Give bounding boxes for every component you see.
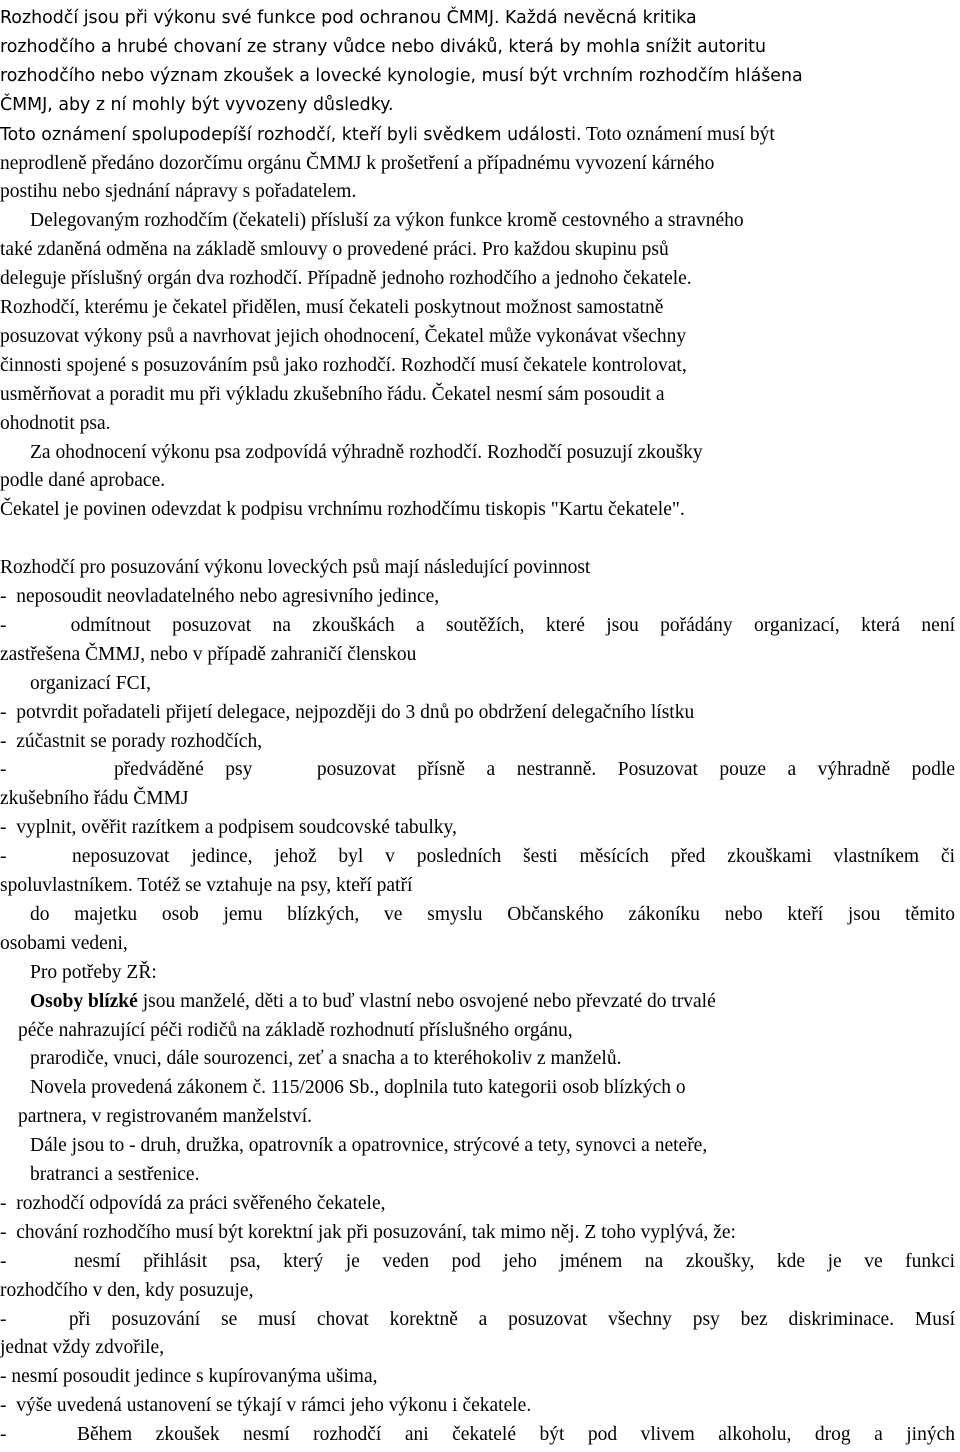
text-line: Delegovaným rozhodčím (čekateli) přísluší za výkon funkce kromě cestovného a stravného [30,210,744,232]
text-line: Pro potřeby ZŘ: [30,961,157,983]
text-line: Rozhodčí jsou při výkonu své funkce pod ochranou ČMMJ. Každá nevěcná kritika [0,8,697,28]
text-line: prarodiče, vnuci, dále sourozenci, zeť a snacha a to kteréhokoliv z manželů. [30,1048,622,1070]
text-line: péče nahrazující péči rodičů na základě rozhodnutí příslušného orgánu, [18,1019,573,1041]
text-line: ČMMJ, aby z ní mohly být vyvozeny důsledky. [0,94,394,115]
text-line: - při posuzování se musí chovat korektně a posuzovat všechny psy bez diskriminace. Musí [0,1308,955,1330]
text-line: - výše uvedená ustanovení se týkají v rámci jeho výkonu i čekatele. [0,1395,532,1417]
text-line [30,987,716,1016]
text-line: - zúčastnit se porady rozhodčích, [0,730,263,752]
text-line: - vyplnit, ověřit razítkem a podpisem soudcovské tabulky, [0,817,457,839]
text-line: osobami vedeni, [0,932,128,954]
text-line: Rozhodčí, kterému je čekatel přidělen, musí čekateli poskytnout možnost samostatně [0,297,664,318]
text-line: - rozhodčí odpovídá za práci svěřeného čekatele, [0,1192,386,1214]
text-line: Dále jsou to - druh, družka, opatrovník a opatrovnice, strýcové a tety, synovci a neteře, [30,1135,708,1157]
text-line: do majetku osob jemu blízkých, ve smyslu Občanského zákoníku nebo kteří jsou těmito [30,903,955,925]
text-line: Novela provedená zákonem č. 115/2006 Sb., doplnila tuto kategorii osob blízkých o [30,1077,686,1099]
text-line: spoluvlastníkem. Totéž se vztahuje na psy, kteří patří [0,875,413,896]
text-line: - chování rozhodčího musí být korektní jak při posuzování, tak mimo něj. Z toho vyplývá, že: [0,1221,736,1243]
text-line: deleguje příslušný orgán dva rozhodčí. Případně jednoho rozhodčího a jednoho čekatele. [0,268,692,290]
text-line: Za ohodnocení výkonu psa zodpovídá výhradně rozhodčí. Rozhodčí posuzují zkoušky [30,441,703,463]
text-line [0,120,775,149]
text-line: činnosti spojené s posuzováním psů jako rozhodčí. Rozhodčí musí čekatele kontrolovat, [0,354,687,376]
text-line: Čekatel je povinen odevzdat k podpisu vrchnímu rozhodčímu tiskopis "Kartu čekatele". [0,499,685,521]
text-line: organizací FCI, [30,672,151,694]
text-line: - neposoudit neovladatelného nebo agresivního jedince, [0,586,440,607]
text-line: - nesmí posoudit jedince s kupírovanýma ušima, [0,1366,378,1388]
text-line: rozhodčího nebo význam zkoušek a lovecké kynologie, musí být vrchním rozhodčím hlášena [0,65,803,86]
text-line: posuzovat výkony psů a navrhovat jejich ohodnocení, Čekatel může vykonávat všechny [0,325,687,347]
text-line-content: Toto oznámení spolupodepíší rozhodčí, kteří byli svědkem události. [0,124,582,145]
text-line: bratranci a sestřenice. [30,1164,200,1185]
bold-term: Osoby blízké [30,990,143,1012]
text-line: - odmítnout posuzovat na zkouškách a soutěžích, které jsou pořádány organizací, která není [0,614,955,636]
text-line: také zdaněná odměna na základě smlouvy o provedené práci. Pro každou skupinu psů [0,239,669,261]
text-line: zkušebního řádu ČMMJ [0,788,189,810]
text-line: - potvrdit pořadateli přijetí delegace, nejpozději do 3 dnů po obdržení delegačního lístku [0,701,695,723]
text-line: - Během zkoušek nesmí rozhodčí ani čekatelé být pod vlivem alkoholu, drog a jiných [0,1424,955,1446]
text-line: zastřešena ČMMJ, nebo v případě zahraničí členskou [0,643,417,665]
text-line: - neposuzovat jedince, jehož byl v posledních šesti měsících před zkouškami vlastníkem či [0,846,955,868]
text-line: Rozhodčí pro posuzování výkonu loveckých psů mají následující povinnost [0,557,591,579]
text-line: rozhodčího a hrubé chovaní ze strany vůdce nebo diváků, která by mohla snížit autoritu [0,36,766,57]
text-line: postihu nebo sjednání nápravy s pořadatelem. [0,181,357,203]
text-line: podle dané aprobace. [0,470,166,492]
text-line: usměrňovat a poradit mu při výkladu zkušebního řádu. Čekatel nesmí sám posoudit a [0,383,665,405]
text-line: - nesmí přihlásit psa, který je veden pod jeho jménem na zkoušky, kde je ve funkci [0,1250,955,1272]
text-line-content: jsou manželé, děti a to buď vlastní nebo osvojené nebo převzaté do trvalé [142,990,716,1012]
text-line-continuation: Toto oznámení musí být [581,123,775,145]
text-line: jednat vždy zdvořile, [0,1337,165,1359]
text-line: partnera, v registrovaném manželství. [18,1106,313,1128]
text-line: - předváděné psy posuzovat přísně a nestranně. Posuzovat pouze a výhradně podle [0,759,955,781]
text-line: ohodnotit psa. [0,412,111,434]
text-line: neprodleně předáno dozorčímu orgánu ČMMJ k prošetření a případnému vyvození kárného [0,152,715,174]
text-line: rozhodčího v den, kdy posuzuje, [0,1279,254,1301]
